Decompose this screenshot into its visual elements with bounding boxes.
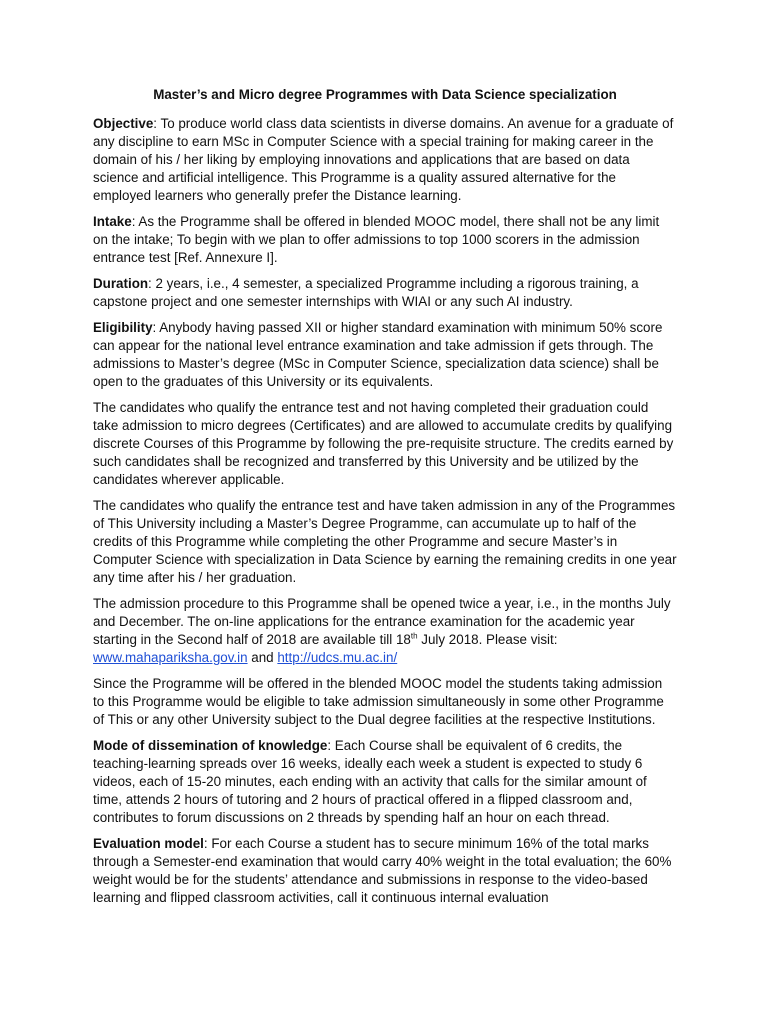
evaluation-label: Evaluation model xyxy=(93,836,204,851)
admission-text-before: The admission procedure to this Programme shall be opened twice a year, i.e., in the months July and December. The on-line applications for the entrance examination for the academic year starting in the Second half of 2018 are available till 18 xyxy=(93,596,671,647)
duration-paragraph xyxy=(93,275,677,311)
intake-text: : As the Programme shall be offered in blended MOOC model, there shall not be any limit on the intake; To begin with we plan to offer admissions to top 1000 scorers in the admission entrance test [Ref. Annexure I]. xyxy=(93,214,660,265)
eligibility-text: : Anybody having passed XII or higher standard examination with minimum 50% score can appear for the national level entrance examination and take admission if gets through. The admissions to Master’s degree (MSc in Computer Science, specialization data science) shall be open to the graduates of this University or its equivalents. xyxy=(93,320,663,389)
evaluation-paragraph xyxy=(93,835,677,907)
duration-label: Duration xyxy=(93,276,149,291)
objective-paragraph xyxy=(93,115,677,205)
document-title: Master’s and Micro degree Programmes with Data Science specialization xyxy=(153,87,617,102)
accumulate-credits-paragraph: The candidates who qualify the entrance test and have taken admission in any of the Programmes of This University including a Master’s Degree Programme, can accumulate up to half of the credits of this Programme while completing the other Programme and secure Master’s in Computer Science with specialization in Data Science by earning the remaining credits in one year any time after his / her graduation. xyxy=(93,498,677,585)
mahapariksha-link[interactable]: www.mahapariksha.gov.in xyxy=(93,650,248,665)
mooc-paragraph: Since the Programme will be offered in the blended MOOC model the students taking admission to this Programme would be eligible to take admission simultaneously in some other Programme of This or any other University subject to the Dual degree facilities at the respective Institutions. xyxy=(93,676,664,727)
mode-text: : Each Course shall be equivalent of 6 credits, the teaching-learning spreads over 16 weeks, ideally each week a student is expected to study 6 videos, each of 15-20 minutes, each ending with an activity that calls for the similar amount of time, attends 2 hours of tutoring and 2 hours of practical offered in a flipped classroom and, contributes to forum discussions on 2 threads by spending half an hour on each thread. xyxy=(93,738,647,825)
micro-degrees-paragraph: The candidates who qualify the entrance test and not having completed their graduation could take admission to micro degrees (Certificates) and are allowed to accumulate credits by qualifying discrete Courses of this Programme by following the pre-requisite structure. The credits earned by such candidates shall be recognized and transferred by this University and be utilized by the candidates wherever applicable. xyxy=(93,400,674,487)
mode-label: Mode of dissemination of knowledge xyxy=(93,738,328,753)
date-superscript: th xyxy=(410,631,418,641)
mode-paragraph xyxy=(93,737,677,827)
admission-paragraph xyxy=(93,595,677,667)
udcs-link[interactable]: http://udcs.mu.ac.in/ xyxy=(277,650,398,665)
objective-label: Objective xyxy=(93,116,154,131)
duration-text: : 2 years, i.e., 4 semester, a specialized Programme including a rigorous training, a capstone project and one semester internships with WIAI or any such AI industry. xyxy=(93,276,639,309)
document-page xyxy=(93,86,677,915)
eligibility-paragraph xyxy=(93,319,677,391)
admission-conjunction: and xyxy=(247,650,278,665)
evaluation-text: : For each Course a student has to secure minimum 16% of the total marks through a Semester-end examination that would carry 40% weight in the total evaluation; the 60% weight would be for the students’ attendance and submissions in response to the video-based learning and flipped classroom activities, call it continuous internal evaluation xyxy=(93,836,672,905)
eligibility-label: Eligibility xyxy=(93,320,153,335)
intake-paragraph xyxy=(93,213,677,267)
admission-text-after: July 2018. Please visit: xyxy=(417,632,558,647)
objective-text: : To produce world class data scientists in diverse domains. An avenue for a graduate of any discipline to earn MSc in Computer Science with a special training for making career in the domain of his / her liking by employing innovations and applications that are based on data science and artificial intelligence. This Programme is a quality assured alternative for the employed learners who generally prefer the Distance learning. xyxy=(93,116,674,203)
intake-label: Intake xyxy=(93,214,132,229)
